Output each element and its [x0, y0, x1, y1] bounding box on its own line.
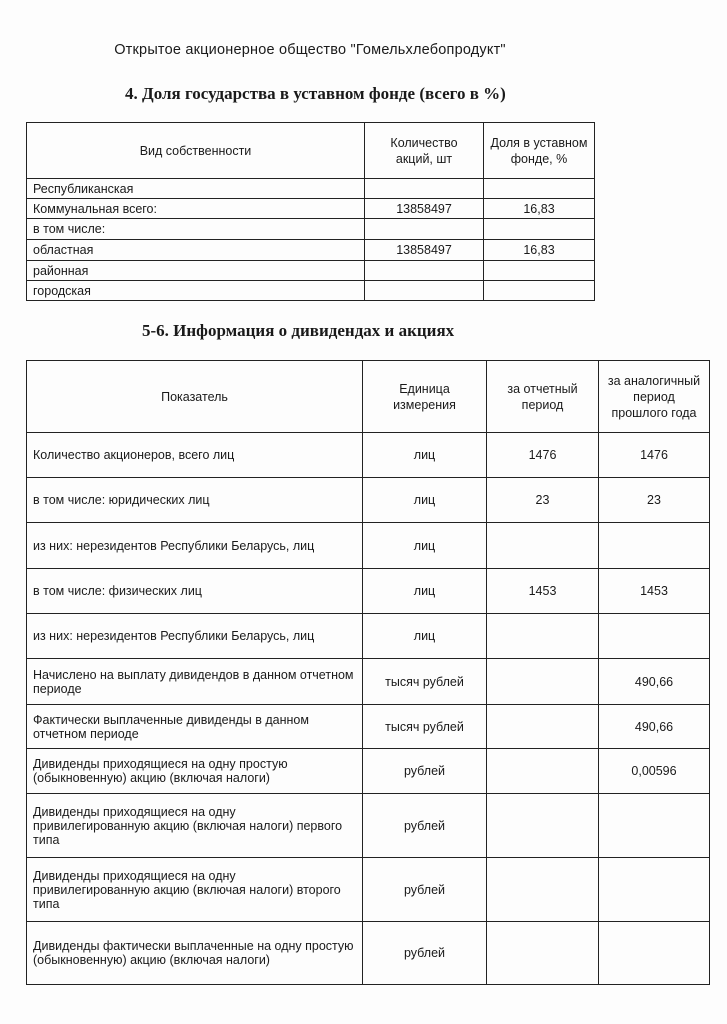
- indicator-cell: из них: нерезидентов Республики Беларусь, лиц: [27, 614, 363, 659]
- share-pct-cell: 16,83: [484, 240, 595, 261]
- previous-period-cell: [599, 922, 710, 985]
- table-header-row: [27, 361, 710, 433]
- share-pct-cell: [484, 261, 595, 281]
- table-row: [27, 569, 710, 614]
- previous-period-cell: 23: [599, 478, 710, 523]
- ownership-type-cell: областная: [27, 240, 365, 261]
- header-ownership-type: Вид собственности: [27, 123, 365, 179]
- header-share-pct: Доля в уставном фонде, %: [484, 123, 595, 179]
- table-row: [27, 749, 710, 794]
- shares-count-cell: [365, 281, 484, 301]
- unit-cell: тысяч рублей: [363, 705, 487, 749]
- previous-period-cell: [599, 614, 710, 659]
- indicator-cell: Фактически выплаченные дивиденды в данном отчетном периоде: [27, 705, 363, 749]
- unit-cell: лиц: [363, 614, 487, 659]
- previous-period-cell: [599, 858, 710, 922]
- unit-cell: лиц: [363, 569, 487, 614]
- header-previous-period: за аналогичный период прошлого года: [599, 361, 710, 433]
- ownership-type-cell: городская: [27, 281, 365, 301]
- table-row: [27, 433, 710, 478]
- current-period-cell: [487, 523, 599, 569]
- table-row: [27, 794, 710, 858]
- share-pct-cell: 16,83: [484, 199, 595, 219]
- ownership-type-cell: в том числе:: [27, 219, 365, 240]
- unit-cell: тысяч рублей: [363, 659, 487, 705]
- previous-period-cell: [599, 794, 710, 858]
- previous-period-cell: 490,66: [599, 659, 710, 705]
- previous-period-cell: 490,66: [599, 705, 710, 749]
- table-row: [27, 705, 710, 749]
- indicator-cell: Количество акционеров, всего лиц: [27, 433, 363, 478]
- current-period-cell: 1453: [487, 569, 599, 614]
- previous-period-cell: 0,00596: [599, 749, 710, 794]
- unit-cell: рублей: [363, 858, 487, 922]
- shares-count-cell: 13858497: [365, 240, 484, 261]
- shares-count-cell: 13858497: [365, 199, 484, 219]
- table-row: [27, 523, 710, 569]
- shares-count-cell: [365, 219, 484, 240]
- shares-count-cell: [365, 179, 484, 199]
- header-indicator: Показатель: [27, 361, 363, 433]
- current-period-cell: [487, 659, 599, 705]
- indicator-cell: Начислено на выплату дивидендов в данном отчетном периоде: [27, 659, 363, 705]
- unit-cell: лиц: [363, 478, 487, 523]
- header-shares-count: Количество акций, шт: [365, 123, 484, 179]
- table-row: [27, 261, 595, 281]
- indicator-cell: Дивиденды фактически выплаченные на одну простую (обыкновенную) акцию (включая налоги): [27, 922, 363, 985]
- table-row: [27, 179, 595, 199]
- company-name: Открытое акционерное общество "Гомельхлебопродукт": [114, 42, 506, 58]
- current-period-cell: [487, 922, 599, 985]
- indicator-cell: Дивиденды приходящиеся на одну простую (обыкновенную) акцию (включая налоги): [27, 749, 363, 794]
- table-row: [27, 858, 710, 922]
- section-56-title: 5-6. Информация о дивидендах и акциях: [142, 321, 455, 340]
- table-row: [27, 199, 595, 219]
- indicator-cell: в том числе: юридических лиц: [27, 478, 363, 523]
- previous-period-cell: 1476: [599, 433, 710, 478]
- table-header-row: [27, 123, 595, 179]
- ownership-type-cell: районная: [27, 261, 365, 281]
- unit-cell: рублей: [363, 922, 487, 985]
- current-period-cell: 1476: [487, 433, 599, 478]
- previous-period-cell: 1453: [599, 569, 710, 614]
- header-current-period: за отчетный период: [487, 361, 599, 433]
- table-row: [27, 219, 595, 240]
- unit-cell: рублей: [363, 749, 487, 794]
- unit-cell: лиц: [363, 433, 487, 478]
- unit-cell: рублей: [363, 794, 487, 858]
- state-share-table: [26, 122, 595, 301]
- indicator-cell: Дивиденды приходящиеся на одну привилегированную акцию (включая налоги) второго типа: [27, 858, 363, 922]
- unit-cell: лиц: [363, 523, 487, 569]
- current-period-cell: [487, 858, 599, 922]
- previous-period-cell: [599, 523, 710, 569]
- section-4-title: 4. Доля государства в уставном фонде (всего в %): [125, 84, 506, 103]
- share-pct-cell: [484, 219, 595, 240]
- dividends-table: [26, 360, 710, 985]
- share-pct-cell: [484, 281, 595, 301]
- current-period-cell: [487, 614, 599, 659]
- current-period-cell: [487, 705, 599, 749]
- table-row: [27, 478, 710, 523]
- table-row: [27, 281, 595, 301]
- table-row: [27, 614, 710, 659]
- table-row: [27, 922, 710, 985]
- indicator-cell: Дивиденды приходящиеся на одну привилегированную акцию (включая налоги) первого типа: [27, 794, 363, 858]
- shares-count-cell: [365, 261, 484, 281]
- table-row: [27, 659, 710, 705]
- current-period-cell: [487, 794, 599, 858]
- header-unit: Единица измерения: [363, 361, 487, 433]
- indicator-cell: из них: нерезидентов Республики Беларусь, лиц: [27, 523, 363, 569]
- indicator-cell: в том числе: физических лиц: [27, 569, 363, 614]
- current-period-cell: 23: [487, 478, 599, 523]
- ownership-type-cell: Коммунальная всего:: [27, 199, 365, 219]
- ownership-type-cell: Республиканская: [27, 179, 365, 199]
- share-pct-cell: [484, 179, 595, 199]
- table-row: [27, 240, 595, 261]
- current-period-cell: [487, 749, 599, 794]
